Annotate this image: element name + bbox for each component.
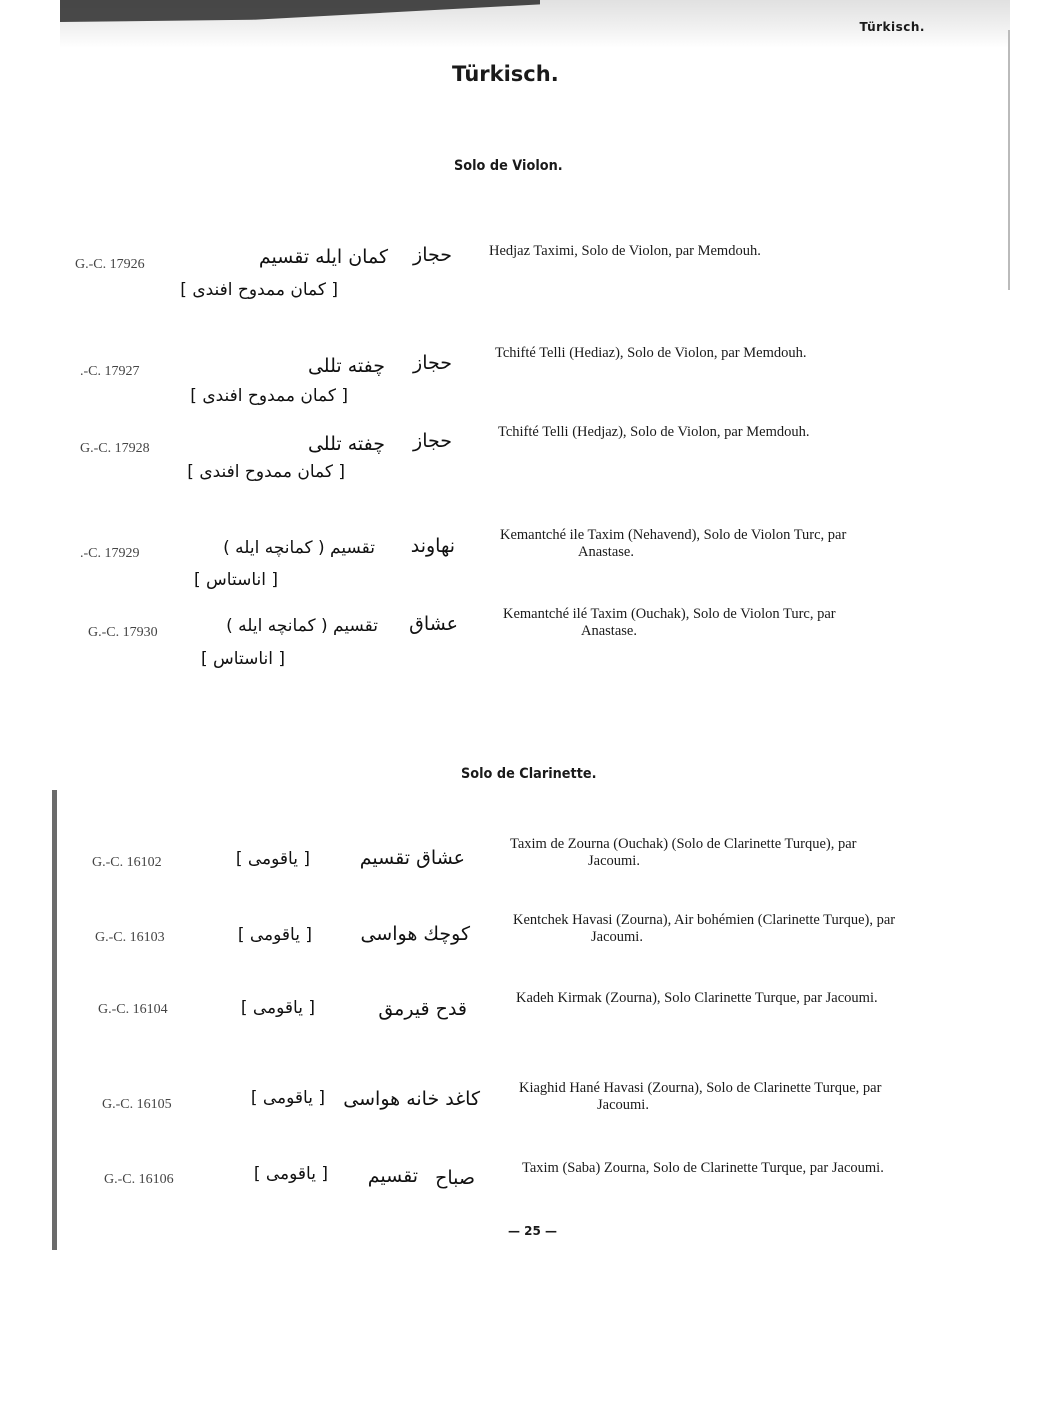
page-title: Türkisch. — [452, 62, 559, 86]
catalog-number: G.-C. 16102 — [92, 855, 162, 870]
description-line: Tchifté Telli (Hediaz), Solo de Violon, par Memdouh. — [495, 345, 807, 361]
performer-name: [ ياقومی ] — [250, 1088, 325, 1108]
catalog-number: G.-C. 17928 — [80, 441, 150, 456]
catalog-number: .-C. 17927 — [80, 364, 140, 379]
performer-name: [ كمان ممدوح افندی ] — [180, 280, 338, 300]
catalog-number: .-C. 17929 — [80, 546, 140, 561]
description-line: Kiaghid Hané Havasi (Zourna), Solo de Clarinette Turque, par — [519, 1080, 882, 1096]
maqam-name: حجاز — [413, 352, 452, 374]
maqam-name: صباح — [435, 1167, 475, 1189]
catalog-number: G.-C. 16105 — [102, 1097, 172, 1112]
performer-name: [ اناستاس ] — [193, 570, 278, 590]
entry-description — [513, 912, 993, 946]
entry-description — [516, 990, 986, 1007]
section-title-clarinette: Solo de Clarinette. — [461, 766, 597, 782]
performer-name: [ اناستاس ] — [200, 649, 285, 669]
arabic-title: چفته تللی — [307, 433, 385, 455]
description-line: Taxim de Zourna (Ouchak) (Solo de Clarinette Turque), par — [510, 836, 857, 852]
arabic-title: تقسيم ( كمانچه ايله ) — [223, 538, 375, 558]
arabic-title: تقسيم ( كمانچه ايله ) — [226, 616, 378, 636]
description-line: Kemantché ilé Taxim (Ouchak), Solo de Violon Turc, par — [503, 606, 836, 622]
catalog-number: G.-C. 16104 — [98, 1002, 168, 1017]
arabic-title: تقسيم — [359, 847, 410, 869]
description-line: Jacoumi. — [588, 853, 640, 869]
running-header: Türkisch. — [859, 20, 925, 34]
description-line: Anastase. — [578, 544, 634, 560]
section-title-violon: Solo de Violon. — [454, 158, 563, 174]
performer-name: [ ياقومی ] — [240, 998, 315, 1018]
entry-description — [500, 527, 970, 561]
description-line: Kemantché ile Taxim (Nehavend), Solo de Violon Turc, par — [500, 527, 847, 543]
arabic-title: كمان ايله تقسيم — [258, 246, 388, 268]
arabic-title: تقسيم — [367, 1165, 418, 1187]
description-line: Tchifté Telli (Hedjaz), Solo de Violon, par Memdouh. — [498, 424, 810, 440]
entry-description — [498, 424, 968, 441]
entry-description — [489, 243, 959, 260]
performer-name: [ ياقومی ] — [235, 849, 310, 869]
maqam-name: نهاوند — [410, 535, 455, 557]
catalog-number: G.-C. 17930 — [88, 625, 158, 640]
maqam-name: حجاز — [413, 430, 452, 452]
entry-description — [503, 606, 973, 640]
catalog-number: G.-C. 17926 — [75, 257, 145, 272]
performer-name: [ كمان ممدوح افندی ] — [190, 386, 348, 406]
arabic-title: چفته تللی — [307, 355, 385, 377]
entry-description — [510, 836, 980, 870]
arabic-title: كاغد خانه هواسی — [343, 1088, 480, 1110]
description-line: Anastase. — [581, 623, 637, 639]
catalog-number: G.-C. 16106 — [104, 1172, 174, 1187]
arabic-title: كوچك هواسی — [360, 923, 470, 945]
maqam-name: حجاز — [413, 244, 452, 266]
description-line: Jacoumi. — [591, 929, 643, 945]
description-line: Kadeh Kirmak (Zourna), Solo Clarinette Turque, par Jacoumi. — [516, 990, 878, 1006]
entry-description — [519, 1080, 999, 1114]
description-line: Taxim (Saba) Zourna, Solo de Clarinette Turque, par Jacoumi. — [522, 1160, 884, 1176]
page-number: — 25 — — [508, 1224, 558, 1238]
entry-description — [495, 345, 965, 362]
maqam-name: عشاق — [409, 613, 458, 635]
arabic-title: قدح قيرمق — [378, 998, 467, 1020]
performer-name: [ ياقومی ] — [237, 925, 312, 945]
description-line: Kentchek Havasi (Zourna), Air bohémien (Clarinette Turque), par — [513, 912, 896, 928]
scan-shadow-left — [52, 790, 57, 1250]
description-line: Jacoumi. — [597, 1097, 649, 1113]
performer-name: [ كمان ممدوح افندی ] — [187, 462, 345, 482]
performer-name: [ ياقومی ] — [253, 1164, 328, 1184]
description-line: Hedjaz Taximi, Solo de Violon, par Memdouh. — [489, 243, 761, 259]
entry-description — [522, 1160, 992, 1177]
catalog-number: G.-C. 16103 — [95, 930, 165, 945]
scan-shadow-right — [1008, 30, 1010, 290]
maqam-name: عشاق — [416, 847, 465, 869]
